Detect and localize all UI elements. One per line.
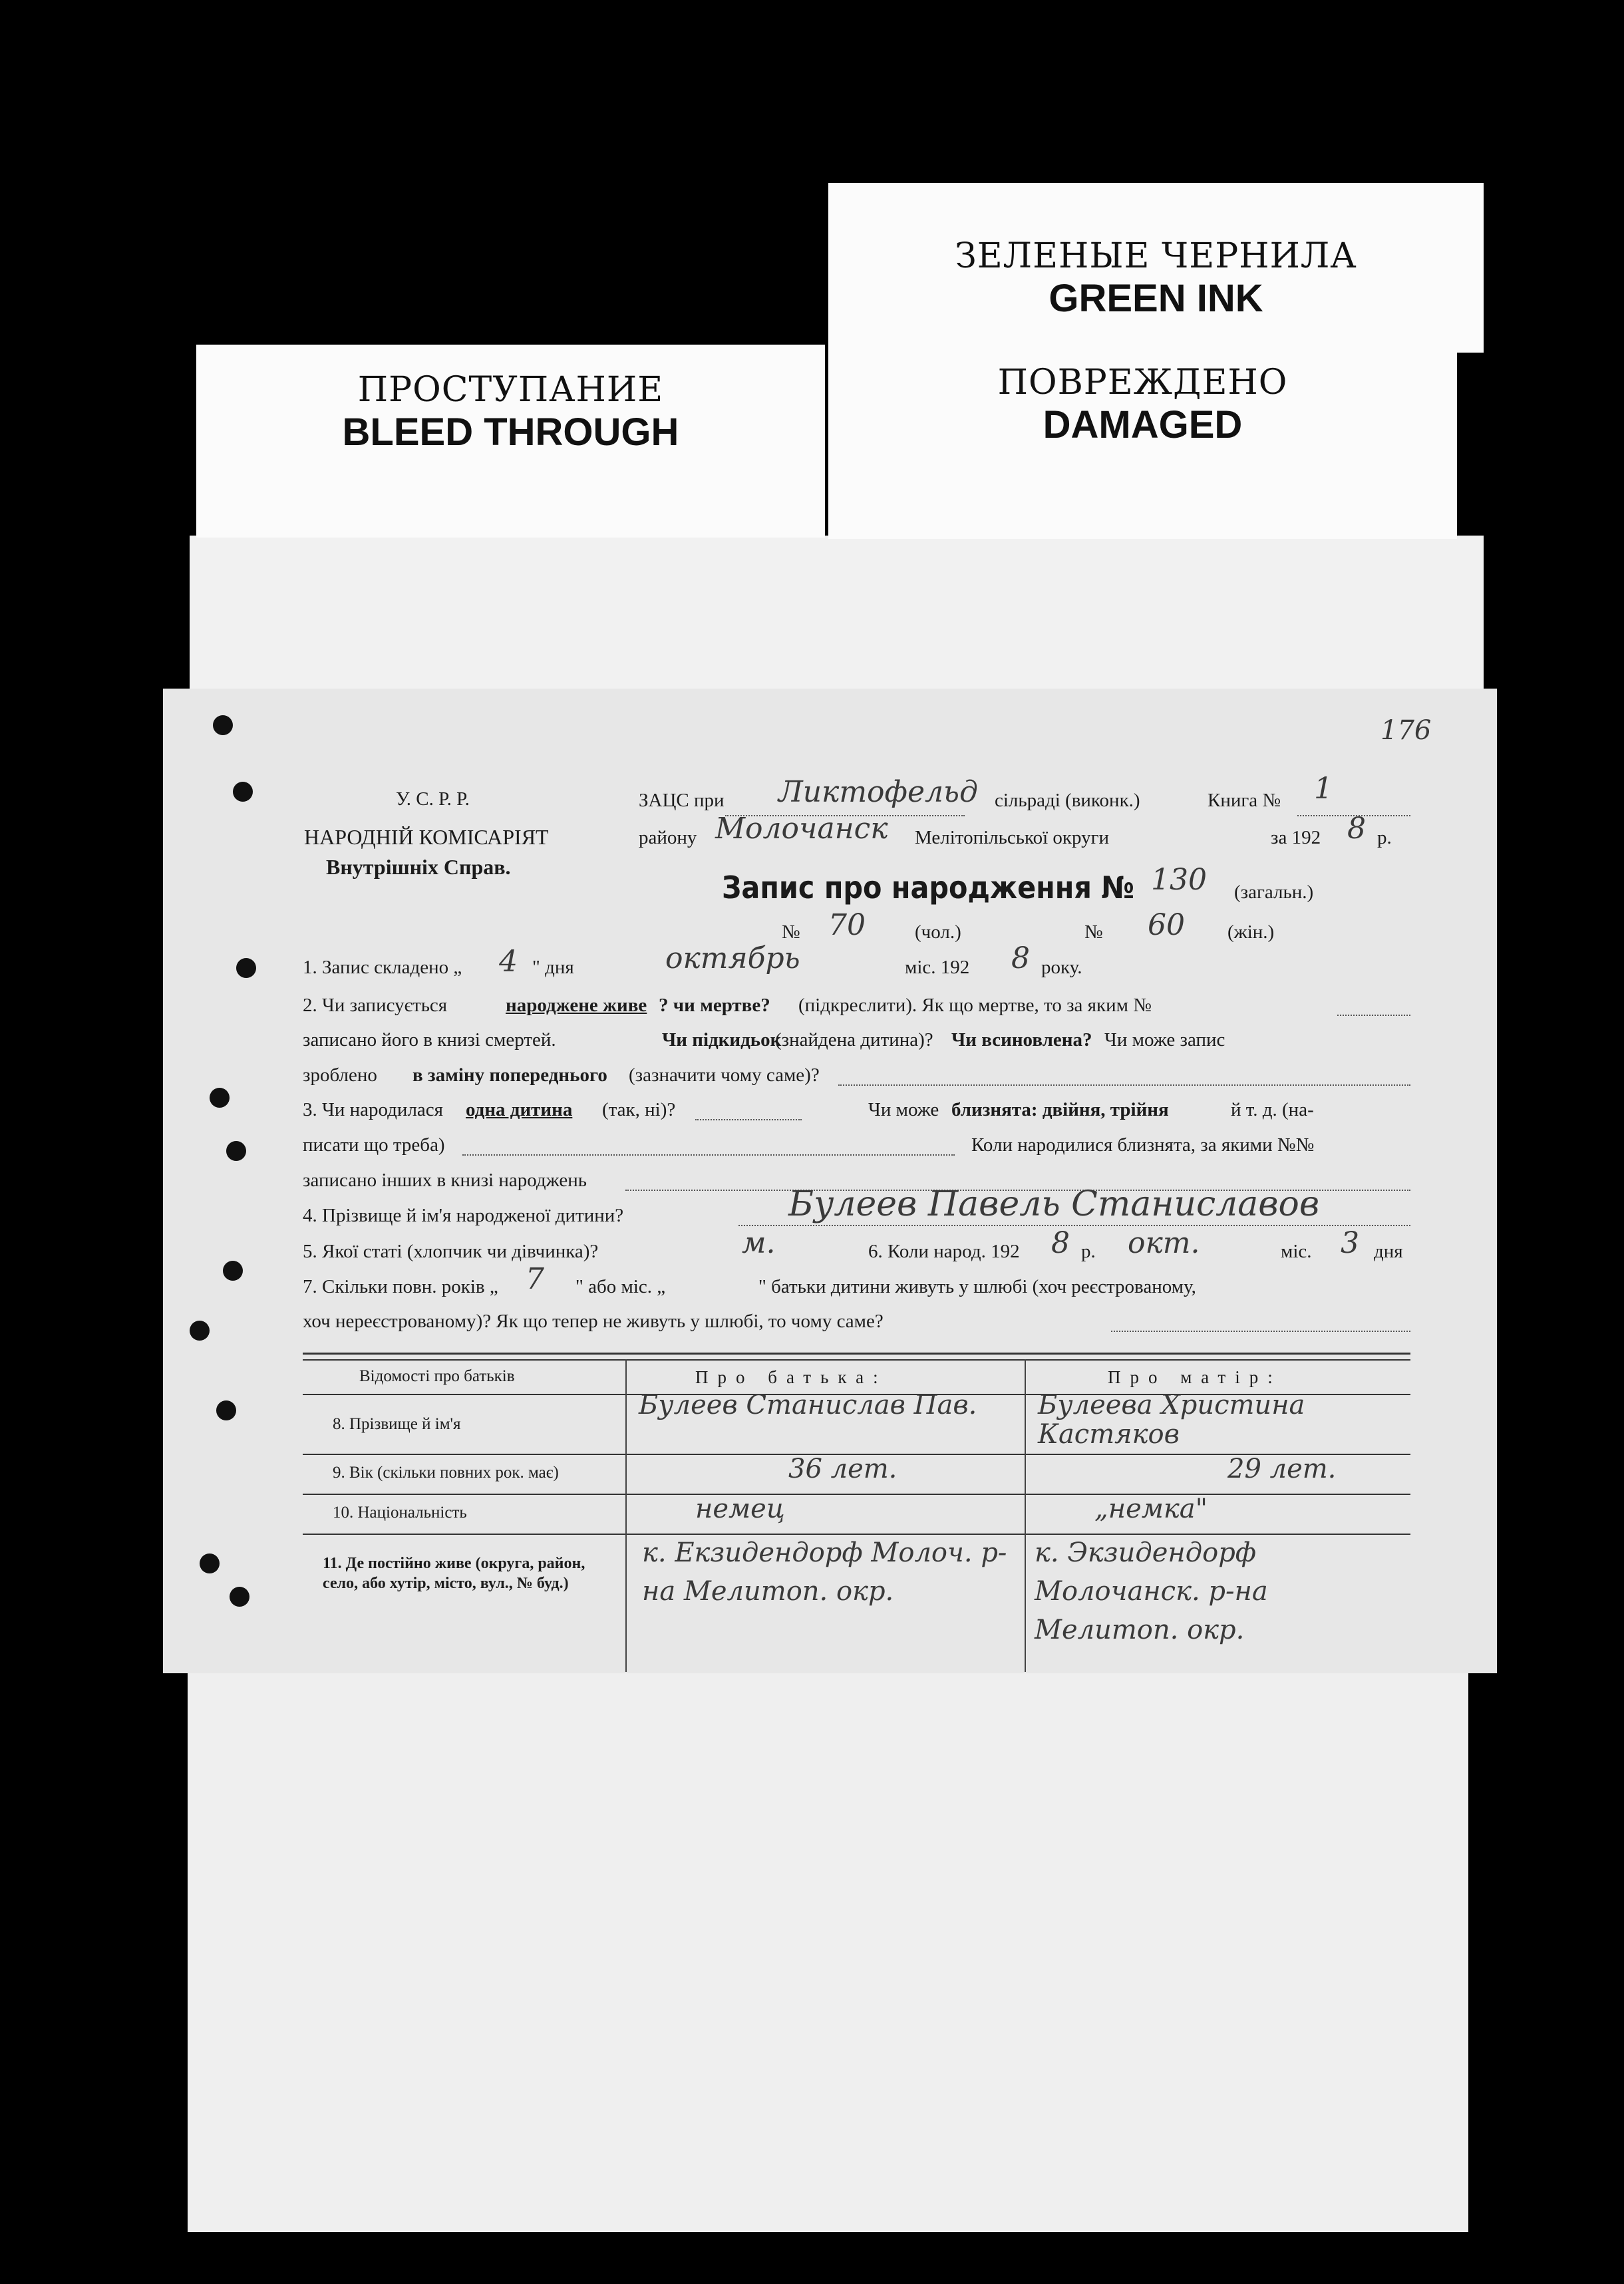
commissariat-heading: НАРОДНІЙ КОМІСАРІЯТ: [304, 825, 549, 849]
punch-hole: [226, 1141, 246, 1161]
birth-record-card: [163, 689, 1497, 1673]
punch-hole: [210, 1088, 230, 1108]
child-sex-value: м.: [742, 1226, 776, 1260]
district-value: Молочанск: [715, 812, 888, 846]
line4-rest: (зазначити чому саме)?: [629, 1064, 820, 1086]
zags-value: Ликтофельд: [778, 775, 978, 809]
year-label: за 192: [1271, 827, 1321, 848]
child-name-label: 4. Прізвище й ім'я народженої дитини?: [303, 1205, 624, 1226]
mother-name: Булеева Христина Кастяков: [1038, 1390, 1305, 1450]
book-label: Книга №: [1208, 790, 1281, 811]
record-number: 130: [1151, 863, 1207, 897]
background-sheet-bottom: [188, 1667, 1468, 2232]
line1-year-label: року.: [1041, 957, 1082, 978]
zags-suffix: сільраді (виконк.): [995, 790, 1140, 811]
line4-replacement: в заміну попереднього: [412, 1064, 607, 1086]
green-ink-label-ru: ЗЕЛЕНЫЕ ЧЕРНИЛА: [955, 236, 1357, 276]
green-ink-label-en: GREEN INK: [1049, 277, 1263, 320]
line3-text: записано його в книзі смертей.: [303, 1029, 556, 1051]
line2-alive: народжене живе: [506, 995, 647, 1016]
line6-rest: Коли народилися близнята, за якими №№: [971, 1134, 1315, 1156]
line2-text: 2. Чи записується: [303, 995, 448, 1016]
female-number-label: №: [1084, 921, 1103, 943]
punch-hole: [190, 1321, 210, 1341]
line3-found-child: (знайдена дитина)?: [775, 1029, 933, 1051]
page-number: 176: [1380, 715, 1432, 746]
dotted-line: [1337, 1015, 1410, 1016]
damaged-label-ru: ПОВРЕЖДЕНО: [997, 363, 1288, 403]
ministry-heading: Внутрішніх Справ.: [326, 855, 511, 879]
row-label-nationality: 10. Національність: [333, 1504, 467, 1522]
child-sex-label: 5. Якої статі (хлопчик чи дівчинка)?: [303, 1241, 599, 1262]
punch-hole: [200, 1553, 220, 1573]
line7-text: записано інших в книзі народжень: [303, 1170, 587, 1191]
birth-day-value: 3: [1341, 1226, 1359, 1260]
male-number-value: 70: [828, 908, 866, 942]
row-label-residence: 11. Де постійно живе (округа, район, село, або хутір, місто, вул., № буд.): [323, 1555, 585, 1592]
father-residence: к. Екзидендорф Молоч. р-на Мелитоп. окр.: [642, 1538, 1007, 1607]
record-month-value: октябрь: [665, 941, 800, 975]
birth-month-value: окт.: [1128, 1226, 1200, 1260]
line1-day-label: " дня: [532, 957, 574, 978]
marriage-months-label: " або міс. „: [575, 1276, 666, 1297]
line3-rest: Чи може запис: [1104, 1029, 1225, 1051]
father-nationality: немец: [695, 1494, 785, 1524]
line6-text: писати що треба): [303, 1134, 445, 1156]
book-value: 1: [1314, 772, 1333, 806]
punch-hole: [236, 958, 256, 978]
table-top-rule: [303, 1359, 1410, 1361]
punch-hole: [223, 1261, 243, 1281]
birth-date-label: 6. Коли народ. 192: [868, 1241, 1020, 1262]
damaged-label: [828, 353, 1457, 539]
punch-hole: [230, 1587, 249, 1607]
male-label: (чол.): [915, 921, 961, 943]
district-suffix: Мелітопільської округи: [915, 827, 1110, 848]
punch-hole: [216, 1400, 236, 1420]
birth-day-label: дня: [1374, 1241, 1403, 1262]
female-number-value: 60: [1148, 908, 1185, 942]
year-value: 8: [1347, 812, 1366, 846]
punch-hole: [213, 715, 233, 735]
marriage-years-value: 7: [526, 1262, 544, 1296]
table-column-rule: [1025, 1359, 1026, 1672]
background-sheet-top: [190, 536, 1484, 695]
line5-twins: близнята: двійня, трійня: [951, 1099, 1169, 1120]
line5-maybe: Чи може: [868, 1099, 939, 1120]
male-number-label: №: [782, 921, 800, 943]
line5-rest: й т. д. (на-: [1231, 1099, 1314, 1120]
green-ink-label: [828, 183, 1484, 353]
line3-foundling: Чи підкидьок: [662, 1029, 782, 1051]
table-row-rule: [303, 1494, 1410, 1495]
record-title: Запис про народження №: [722, 870, 1135, 905]
bleed-through-label-en: BLEED THROUGH: [342, 410, 679, 454]
damaged-label-en: DAMAGED: [1043, 403, 1243, 446]
line5-single: одна дитина: [466, 1099, 573, 1120]
birth-year-suffix: р.: [1081, 1241, 1096, 1262]
zags-label: ЗАЦС при: [639, 790, 725, 811]
bleed-through-label-ru: ПРОСТУПАНИЕ: [357, 370, 664, 410]
year-suffix: р.: [1377, 827, 1392, 848]
table-head-mother: Про матір:: [1108, 1367, 1282, 1387]
female-label: (жін.): [1227, 921, 1275, 943]
line5-text: 3. Чи народилася: [303, 1099, 444, 1120]
punch-hole: [233, 782, 253, 802]
ussr-heading: У. С. Р. Р.: [396, 788, 470, 810]
mother-nationality: „немка": [1094, 1494, 1208, 1524]
dotted-line: [695, 1119, 802, 1120]
father-age: 36 лет.: [788, 1454, 897, 1484]
child-name-value: Булеев Павель Станиславов: [788, 1184, 1320, 1224]
mother-age: 29 лет.: [1227, 1454, 1337, 1484]
table-column-rule: [625, 1359, 627, 1672]
line1-text: 1. Запис складено „: [303, 957, 462, 978]
dotted-line: [1111, 1331, 1410, 1332]
record-number-suffix: (загальн.): [1234, 882, 1314, 903]
dotted-line: [462, 1154, 955, 1156]
father-name: Булеев Станислав Пав.: [639, 1390, 977, 1420]
record-day-value: 4: [499, 945, 518, 979]
line5-yesno: (так, ні)?: [602, 1099, 676, 1120]
district-label: району: [639, 827, 697, 848]
row-label-name: 8. Прізвище й ім'я: [333, 1415, 461, 1433]
dotted-line: [838, 1084, 1410, 1086]
bleed-through-label: [196, 345, 825, 538]
line1-month-label: міс. 192: [905, 957, 970, 978]
line2-dead: ? чи мертве?: [659, 995, 770, 1016]
line3-adopted: Чи всиновлена?: [951, 1029, 1092, 1051]
table-head-info: Відомості про батьків: [359, 1367, 515, 1385]
line2-rest: (підкреслити). Як що мертве, то за яким №: [798, 995, 1152, 1016]
marriage-years-label: 7. Скільки повн. років „: [303, 1276, 498, 1297]
table-top-rule: [303, 1353, 1410, 1355]
line11-text: хоч нереєстрованому)? Як що тепер не живуть у шлюбі, то чому саме?: [303, 1311, 884, 1332]
mother-residence: к. Экзидендорф Молочанск. р-на Мелитоп. окр.: [1035, 1538, 1268, 1645]
birth-year-value: 8: [1051, 1226, 1070, 1260]
birth-month-label: міс.: [1281, 1241, 1312, 1262]
record-year-value: 8: [1011, 941, 1030, 975]
table-head-father: Про батька:: [695, 1367, 888, 1387]
marriage-rest: " батьки дитини живуть у шлюбі (хоч реєстрованому,: [758, 1276, 1196, 1297]
row-label-age: 9. Вік (скільки повних рок. має): [333, 1464, 559, 1482]
line4-text: зроблено: [303, 1064, 377, 1086]
dotted-line: [738, 1225, 1410, 1226]
